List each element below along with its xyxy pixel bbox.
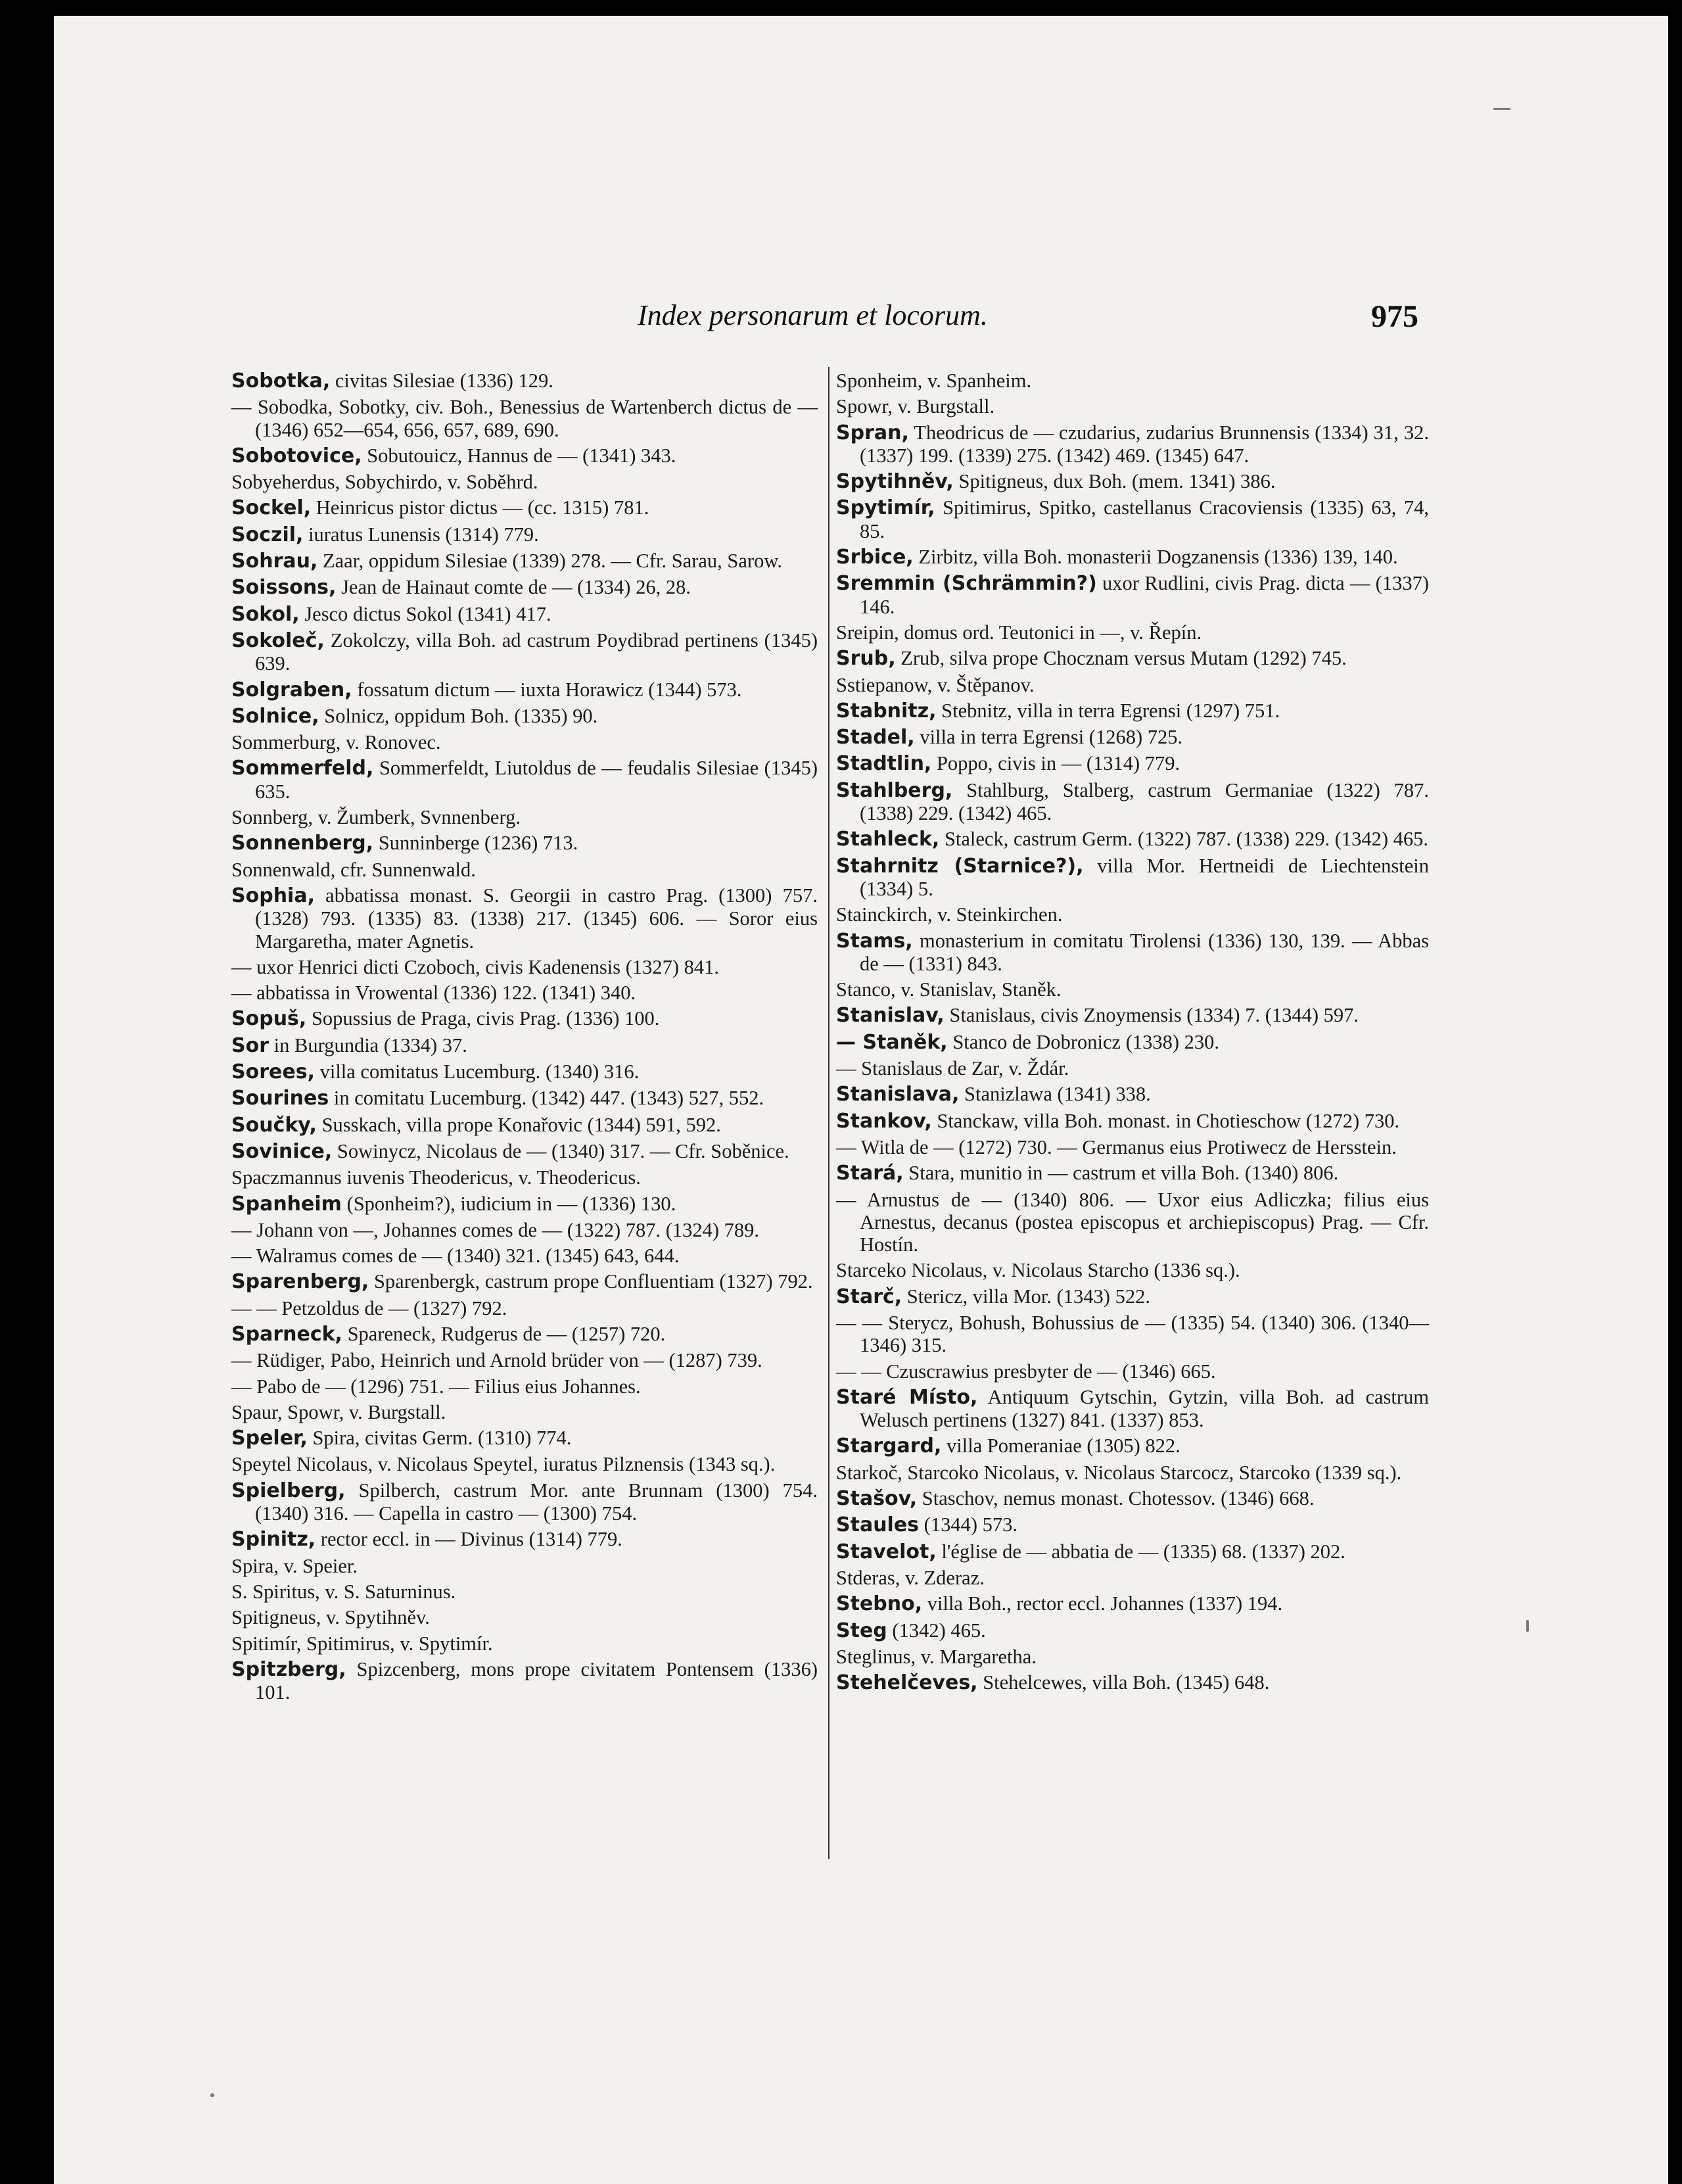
entry-text: Sommerburg, v. Ronovec. [231,731,441,754]
index-entry [836,496,1429,542]
index-entry [231,832,818,855]
entry-headword: Steg [836,1619,887,1642]
entry-text: (1342) 465. [887,1619,986,1642]
entry-text: Speytel Nicolaus, v. Nicolaus Speytel, iuratus Pilznensis (1343 sq.). [231,1453,776,1476]
index-entry [231,956,818,978]
index-entry [836,1004,1429,1027]
entry-text: Sonnenwald, cfr. Sunnenwald. [231,858,476,881]
index-entry [836,1540,1429,1563]
index-entry [231,1323,818,1346]
index-entry [231,1270,818,1293]
index-entry [231,576,818,599]
paper-speck [1526,1620,1529,1632]
entry-text: Antiquum Gytschin, Gytzin, villa Boh. ad castrum Welusch pertinens (1327) 841. (1337) 853. [860,1385,1430,1432]
entry-text: monasterium in comitatu Tirolensi (1336) 130, 139. — Abbas de — (1331) 843. [860,929,1429,975]
entry-text: civitas Silesiae (1336) 129. [330,369,553,392]
index-entry [231,884,818,953]
entry-text: Spizcenberg, mons prope civitatem Pontensem (1336) 101. [255,1657,818,1704]
entry-text: Zirbitz, villa Boh. monasterii Dogzanensis (1336) 139, 140. [913,546,1398,569]
index-entry [836,1285,1429,1308]
index-entry [836,1031,1429,1054]
running-title: Index personarum et locorum. [638,299,988,331]
entry-headword: Stanislava, [836,1083,960,1106]
entry-headword: Stará, [836,1162,904,1185]
entry-text: Sunninberge (1236) 713. [373,832,578,855]
index-entry [836,1487,1429,1510]
entry-headword: Stams, [836,929,913,953]
index-entry [836,621,1429,644]
index-entry [231,1401,818,1423]
index-entry [231,1375,818,1398]
index-entry [231,1060,818,1083]
index-entry [836,726,1429,749]
entry-text: villa comitatus Lucemburg. (1340) 316. [314,1060,640,1083]
index-entry [231,1580,818,1603]
page-header [638,298,1492,344]
entry-text: Spareneck, Rudgerus de — (1257) 720. [342,1322,666,1345]
index-entry [231,1245,818,1267]
entry-text: Spitigneus, dux Boh. (mem. 1341) 386. [953,470,1276,493]
entry-text: iuratus Lunensis (1314) 779. [303,523,539,546]
index-entry [836,421,1429,467]
index-entry [836,1136,1429,1158]
index-entry [231,1219,818,1241]
index-entry [836,647,1429,670]
index-entry [231,1007,818,1030]
index-entry [231,1114,818,1137]
entry-text: fossatum dictum — iuxta Horawicz (1344) 573. [352,678,742,701]
entry-text: Steglinus, v. Margaretha. [836,1645,1037,1668]
index-entry [836,470,1429,493]
index-entry [231,1193,818,1216]
entry-headword: Staules [836,1513,920,1537]
entry-text: (1344) 573. [919,1513,1017,1536]
entry-headword: Sobotka, [231,369,331,392]
index-entry [836,369,1429,392]
index-entry [836,855,1429,901]
entry-headword: Stadtlin, [836,752,932,776]
entry-text: in Burgundia (1334) 37. [269,1033,467,1056]
entry-text: Sobyeherdus, Sobychirdo, v. Soběhrd. [231,471,538,494]
entry-text: Starkoč, Starcoko Nicolaus, v. Nicolaus Starcocz, Starcoko (1339 sq.). [836,1461,1402,1484]
entry-text: Stanco de Dobronicz (1338) 230. [947,1030,1220,1053]
entry-headword: Staré Místo, [836,1385,978,1409]
entry-text: Spaczmannus iuvenis Theodericus, v. Theodericus. [231,1166,641,1189]
index-entry [836,546,1429,569]
entry-headword: Spinitz, [231,1528,316,1552]
index-entry [836,1386,1429,1432]
index-entry [836,752,1429,775]
index-entry [836,1259,1429,1281]
entry-text: Stahlburg, Stalberg, castrum Germaniae (1322) 787. (1338) 229. (1342) 465. [860,778,1429,825]
index-entry [231,629,818,675]
entry-text: Susskach, villa prope Konařovic (1344) 591, 592. [316,1113,721,1136]
index-entry [231,523,818,546]
document-page [54,16,1668,2184]
index-entry [231,396,818,441]
entry-text: Heinricus pistor dictus — (cc. 1315) 781. [311,496,649,519]
index-entry [231,1555,818,1577]
entry-headword: Stašov, [836,1487,918,1511]
entry-text: villa in terra Egrensi (1268) 725. [914,726,1183,749]
entry-text: — abbatissa in Vrowental (1336) 122. (1341) 340. [231,982,636,1005]
entry-text: Stanislaus, civis Znoymensis (1334) 7. (1344) 597. [944,1004,1359,1027]
entry-text: Sonnberg, v. Žumberk, Svnnenberg. [231,806,521,829]
entry-text: Spilberch, castrum Mor. ante Brunnam (1300) 754. (1340) 316. — Capella in castro — (1300) 754. [255,1479,818,1525]
entry-headword: Spanheim [231,1192,342,1216]
page-number: 975 [1371,299,1418,334]
entry-text: Stanco, v. Stanislav, Staněk. [836,978,1062,1001]
entry-headword: Sonnenberg, [231,832,374,855]
index-entry [836,1646,1429,1668]
entry-headword: Stabnitz, [836,699,937,723]
entry-headword: Sobotovice, [231,444,362,467]
entry-headword: Sparneck, [231,1322,342,1346]
entry-text: Sommerfeldt, Liutoldus de — feudalis Silesiae (1345) 635. [255,757,818,803]
entry-headword: Sohrau, [231,550,318,573]
entry-text: Spaur, Spowr, v. Burgstall. [231,1400,446,1423]
entry-headword: Spitzberg, [231,1657,346,1681]
entry-headword: Spran, [836,421,909,444]
entry-text: — Stanislaus de Zar, v. Ždár. [836,1057,1069,1080]
entry-headword: Stargard, [836,1435,942,1458]
entry-text: villa Mor. Hertneidi de Liechtenstein (1334) 5. [860,854,1429,900]
index-entry [836,700,1429,723]
paper-speck [210,2093,214,2097]
entry-text: Stebnitz, villa in terra Egrensi (1297) 751. [936,699,1280,722]
index-entry [836,1110,1429,1133]
entry-text: — — Sterycz, Bohush, Bohussius de — (1335) 54. (1340) 306. (1340—1346) 315. [836,1311,1429,1357]
index-entry [231,806,818,828]
entry-text: — Pabo de — (1296) 751. — Filius eius Johannes. [231,1375,641,1398]
index-entry [836,779,1429,825]
entry-text: l'église de — abbatia de — (1335) 68. (1337) 202. [936,1540,1345,1563]
index-entry [836,978,1429,1001]
entry-text: Jesco dictus Sokol (1341) 417. [299,602,551,625]
index-entry [231,369,818,392]
entry-headword: Soissons, [231,576,337,600]
entry-headword: Součky, [231,1113,317,1137]
index-entry [231,1632,818,1655]
entry-text: Spira, v. Speier. [231,1554,358,1577]
entry-text: — Witla de — (1272) 730. — Germanus eius Protiwecz de Hersstein. [836,1135,1397,1158]
index-entry [231,757,818,803]
index-entry [836,1619,1429,1642]
entry-headword: Sommerfeld, [231,757,374,780]
entry-headword: Spytihněv, [836,470,954,494]
index-entry [231,1140,818,1163]
entry-text: Zaar, oppidum Silesiae (1339) 278. — Cfr. Sarau, Sarow. [317,550,783,573]
index-entry [836,572,1429,618]
index-entry [231,1034,818,1057]
entry-text: Sreipin, domus ord. Teutonici in —, v. Řepín. [836,621,1202,644]
entry-text: uxor Rudlini, civis Prag. dicta — (1337) 146. [860,572,1429,618]
entry-text: S. Spiritus, v. S. Saturninus. [231,1580,456,1603]
entry-headword: Stankov, [836,1109,932,1133]
entry-headword: Sremmin (Schrämmin?) [836,572,1097,596]
entry-text: Spitimír, Spitimirus, v. Spytimír. [231,1632,493,1655]
entry-text: Staleck, castrum Germ. (1322) 787. (1338) 229. (1342) 465. [939,828,1429,851]
entry-text: Stehelcewes, villa Boh. (1345) 648. [977,1671,1270,1694]
index-entry [231,731,818,753]
index-entry [231,471,818,493]
entry-headword: Srbice, [836,546,914,569]
entry-headword: Stebno, [836,1592,923,1616]
entry-headword: Sockel, [231,496,312,520]
index-entry [231,1087,818,1110]
entry-text: rector eccl. in — Divinus (1314) 779. [315,1528,622,1551]
entry-text: Sopussius de Praga, civis Prag. (1336) 100. [306,1007,660,1030]
entry-text: Stanckaw, villa Boh. monast. in Chotieschow (1272) 730. [931,1109,1400,1132]
entry-headword: Sophia, [231,884,315,907]
entry-headword: — Staněk, [836,1030,948,1054]
entry-text: (Sponheim?), iudicium in — (1336) 130. [341,1192,676,1215]
entry-headword: Spytimír, [836,496,935,520]
entry-text: Theodricus de — czudarius, zudarius Brunnensis (1334) 31, 32. (1337) 199. (1339) 275. (1342) 469. (1345) 647. [860,421,1429,467]
entry-text: abbatissa monast. S. Georgii in castro Prag. (1300) 757. (1328) 793. (1335) 83. (1338) 217. (1345) 606. — Soror eius Margaretha, mater Agnetis. [255,884,818,953]
entry-text: Sponheim, v. Spanheim. [836,369,1032,392]
entry-text: Spitimirus, Spitko, castellanus Cracoviensis (1335) 63, 74, 85. [860,496,1429,542]
index-entry [231,444,818,467]
entry-headword: Sourines [231,1087,329,1110]
index-entry [836,395,1429,417]
entry-text: — uxor Henrici dicti Czoboch, civis Kadenensis (1327) 841. [231,955,720,978]
entry-text: Spitigneus, v. Spytihněv. [231,1606,430,1629]
entry-text: Sowinycz, Nicolaus de — (1340) 317. — Cfr. Soběnice. [332,1139,789,1162]
entry-headword: Stavelot, [836,1540,937,1563]
index-entry [231,1658,818,1704]
index-entry [836,903,1429,926]
index-entry [836,1671,1429,1694]
index-entry [231,1479,818,1525]
index-entry [836,828,1429,851]
entry-headword: Stadel, [836,726,915,749]
entry-headword: Stehelčeves, [836,1671,978,1695]
index-entry [231,550,818,573]
entry-headword: Sparenberg, [231,1270,369,1294]
entry-text: Zrub, silva prope Chocznam versus Mutam (1292) 745. [895,647,1347,670]
entry-text: Staschov, nemus monast. Chotessov. (1346) 668. [917,1487,1315,1510]
index-entry [836,1592,1429,1615]
index-entry [836,1360,1429,1383]
entry-headword: Spielberg, [231,1479,346,1502]
index-entry [231,705,818,728]
index-entry [836,1567,1429,1589]
column-divider [828,367,829,1859]
index-entry [231,496,818,519]
index-entry [231,982,818,1004]
index-entry [231,1453,818,1475]
entry-text: Poppo, civis in — (1314) 779. [931,752,1180,775]
entry-headword: Sokoleč, [231,629,325,652]
entry-text: Solnicz, oppidum Boh. (1335) 90. [319,704,598,727]
entry-headword: Sokol, [231,602,300,626]
index-entry [836,1461,1429,1484]
index-entry [836,1435,1429,1458]
entry-headword: Stahrnitz (Starnice?), [836,854,1084,878]
index-entry [231,1528,818,1551]
entry-text: — Johann von —, Johannes comes de — (1322) 787. (1324) 789. [231,1218,760,1241]
entry-text: — — Czuscrawius presbyter de — (1346) 665. [836,1360,1216,1383]
left-column [231,369,818,1707]
paper-speck [1493,108,1510,110]
entry-headword: Stahlberg, [836,778,953,802]
index-entry [836,1312,1429,1357]
entry-text: Sstiepanow, v. Štěpanov. [836,673,1035,696]
entry-headword: Stanislav, [836,1004,945,1028]
entry-text: Spowr, v. Burgstall. [836,395,995,418]
entry-text: villa Pomeraniae (1305) 822. [941,1435,1180,1458]
index-entry [231,1606,818,1628]
entry-text: Stara, munitio in — castrum et villa Boh. (1340) 806. [903,1162,1339,1185]
index-entry [231,1427,818,1450]
index-entry [231,859,818,881]
entry-headword: Soczil, [231,523,304,546]
index-entry [231,1166,818,1189]
index-entry [836,1513,1429,1536]
entry-headword: Stahleck, [836,828,940,851]
entry-text: Jean de Hainaut comte de — (1334) 26, 28. [336,576,691,599]
index-entry [836,930,1429,976]
entry-text: Stanizlawa (1341) 338. [959,1083,1151,1106]
entry-text: Sobutouicz, Hannus de — (1341) 343. [362,444,676,467]
entry-headword: Starč, [836,1285,902,1308]
entry-text: Stericz, villa Mor. (1343) 522. [902,1285,1150,1308]
index-entry [836,674,1429,696]
entry-headword: Sopuš, [231,1007,307,1031]
entry-text: — Sobodka, Sobotky, civ. Boh., Benessius de Wartenberch dictus de — (1346) 652—654, 656, 657, 689, 690. [231,396,818,441]
entry-headword: Srub, [836,647,896,671]
index-entry [836,1083,1429,1106]
entry-text: — — Petzoldus de — (1327) 792. [231,1296,507,1319]
entry-headword: Speler, [231,1427,308,1450]
index-entry [231,1297,818,1319]
index-entry [836,1057,1429,1080]
entry-headword: Solnice, [231,704,319,728]
index-entry [836,1189,1429,1256]
entry-headword: Solgraben, [231,678,352,701]
entry-headword: Sor [231,1033,269,1057]
entry-headword: Sorees, [231,1060,315,1084]
entry-text: Starceko Nicolaus, v. Nicolaus Starcho (1336 sq.). [836,1259,1240,1282]
index-entry [231,1349,818,1371]
index-entry [231,603,818,626]
entry-text: Spira, civitas Germ. (1310) 774. [307,1427,572,1450]
entry-text: — Walramus comes de — (1340) 321. (1345) 643, 644. [231,1245,680,1268]
entry-text: — Arnustus de — (1340) 806. — Uxor eius Adliczka; filius eius Arnestus, decanus (postea episcopus et archiepiscopus) Prag. — Cfr. Hostín. [836,1188,1429,1256]
index-entry [231,678,818,701]
index-entry [836,1162,1429,1185]
entry-text: in comitatu Lucemburg. (1342) 447. (1343) 527, 552. [329,1087,764,1110]
entry-text: villa Boh., rector eccl. Johannes (1337) 194. [922,1592,1283,1615]
entry-text: Stainckirch, v. Steinkirchen. [836,903,1063,926]
entry-text: Zokolczy, villa Boh. ad castrum Poydibrad pertinens (1345) 639. [255,629,818,675]
entry-text: — Rüdiger, Pabo, Heinrich und Arnold brüder von — (1287) 739. [231,1349,762,1372]
right-column [836,369,1429,1697]
entry-text: Sparenbergk, castrum prope Confluentiam (1327) 792. [369,1270,813,1293]
entry-headword: Sovinice, [231,1139,333,1163]
entry-text: Stderas, v. Zderaz. [836,1566,985,1589]
